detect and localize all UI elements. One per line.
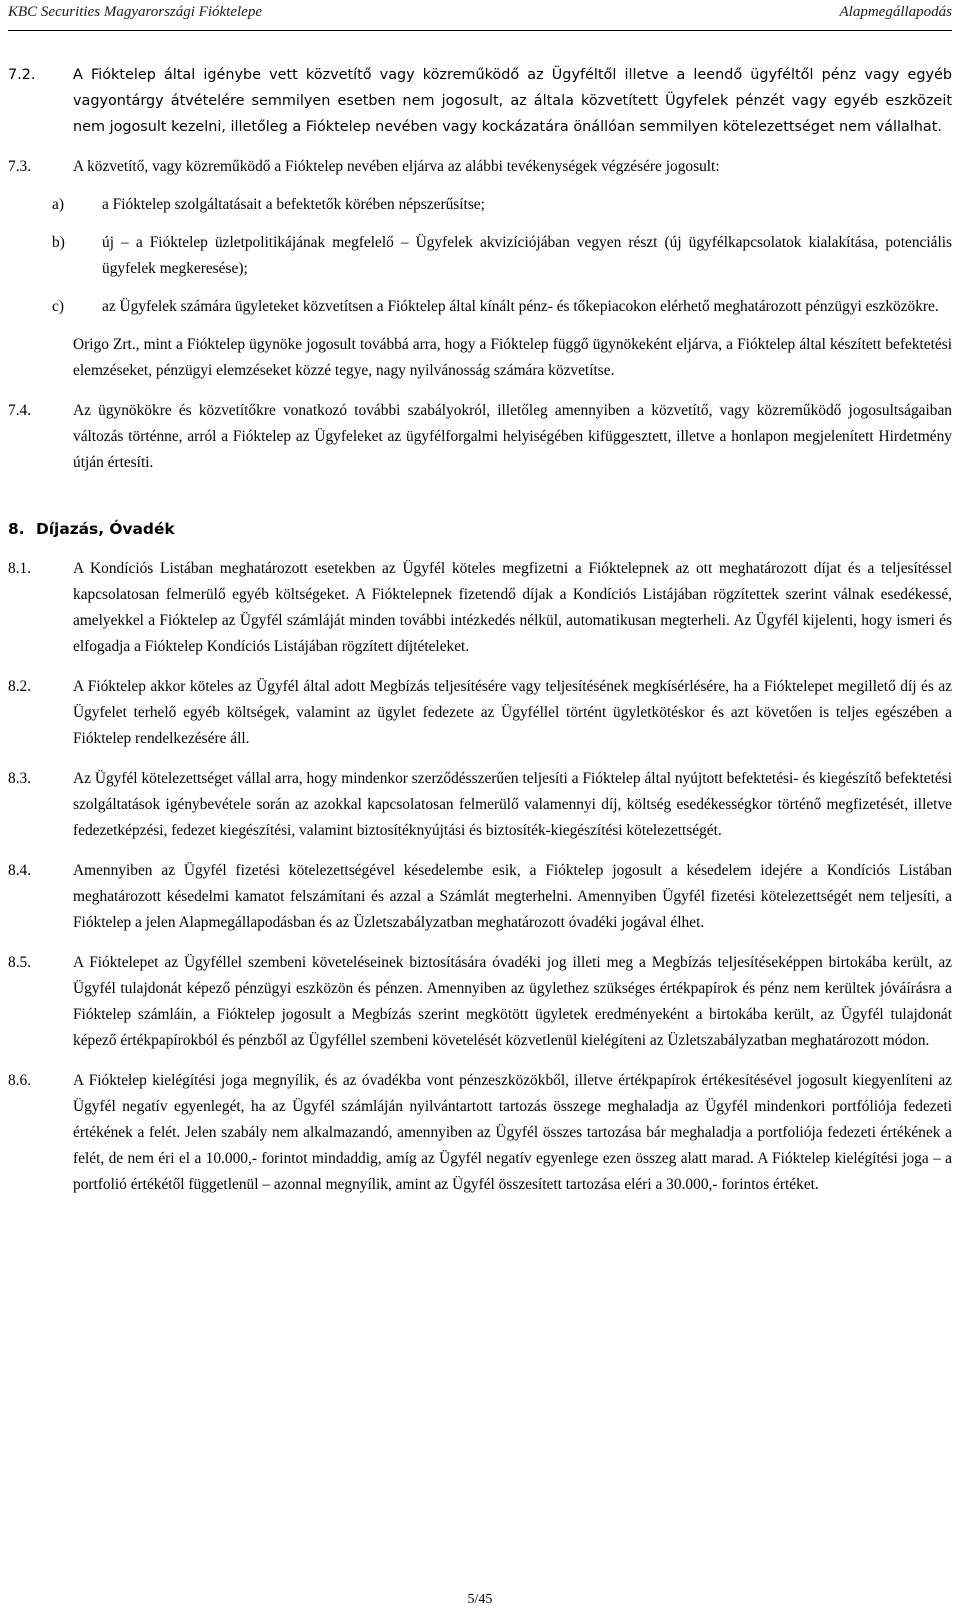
paragraph-number: 7.4. (8, 402, 32, 419)
paragraph-text: Amennyiben az Ügyfél fizetési kötelezettségével késedelembe esik, a Fióktelep jogosult a késedelem idejére a Kondíciós Listában meghatározott késedelmi kamatot felszámítani és azzal a Számlát megterhelni. Amennyiben Ügyfél fizetési kötelezettségét nem teljesíti, a Fióktelep a jelen Alapmegállapodásban és az Üzletszabályzatban meghatározott óvadéki jogával élhet. (73, 862, 952, 931)
paragraph-number: 8.2. (8, 678, 32, 695)
paragraph-7-4 (8, 398, 952, 476)
paragraph-number: 7.2. (8, 67, 36, 83)
paragraph-text: A közvetítő, vagy közreműködő a Fióktelep nevében eljárva az alábbi tevékenységek végzésére jogosult: (73, 158, 720, 175)
paragraph-7-3 (8, 154, 952, 180)
paragraph-8-4 (8, 858, 952, 936)
section-number: 8. (8, 520, 25, 538)
list-item-text: az Ügyfelek számára ügyleteket közvetítsen a Fióktelep által kínált pénz- és tőkepiacokon elérhető meghatározott pénzügyi eszközökre. (102, 298, 939, 315)
list-item-label: c) (52, 298, 64, 315)
header-company: KBC Securities Magyarországi Fióktelepe (8, 4, 262, 20)
list-item-text: új – a Fióktelep üzletpolitikájának megfelelő – Ügyfelek akvizíciójában vegyen részt (új ügyfélkapcsolatok kialakítása, potenciális ügyfelek megkeresése); (102, 234, 952, 277)
list-item-c (8, 294, 952, 320)
list-item-label: a) (52, 196, 64, 213)
section-heading (8, 520, 952, 538)
paragraph-8-6 (8, 1068, 952, 1198)
list-item-text: a Fióktelep szolgáltatásait a befektetők körében népszerűsítse; (102, 196, 485, 213)
paragraph-8-3 (8, 766, 952, 844)
paragraph-text: A Fióktelep által igénybe vett közvetítő vagy közreműködő az Ügyféltől illetve a leendő ügyféltől pénz vagy egyéb vagyontárgy átvételére semmilyen esetben nem jogosult, az általa közvetített Ügyfelek pénzét vagy egyéb eszközeit nem jogosult kezelni, illetőleg a Fióktelep nevében vagy kockázatára önállóan semmilyen kötelezettséget nem vállalhat. (73, 67, 952, 135)
list-item-a (8, 192, 952, 218)
list-item-label: b) (52, 234, 65, 251)
header-rule (8, 30, 952, 31)
paragraph-8-1 (8, 556, 952, 660)
paragraph-7-3-note: Origo Zrt., mint a Fióktelep ügynöke jogosult továbbá arra, hogy a Fióktelep függő ügynökeként eljárva, a Fióktelep által készített befektetési elemzéseket, pénzügyi elemzéseket közzé tegye, nagy nyilvánosság számára közvetítse. (73, 336, 952, 379)
paragraph-text: A Fióktelepet az Ügyféllel szembeni követeléseinek biztosítására óvadéki jog illeti meg a Megbízás teljesítéseképpen birtokába került, az Ügyfél tulajdonát képező pénzügyi eszközön és pénzen. Amennyiben az ügylethez szükséges értékpapírok és pénz nem kerültek jóváírásra a Fióktelep számláin, a Fióktelep jogosult a Megbízás szerint megkötött ügyletek eredményeként a birtokába került, az Ügyfél tulajdonát képező értékpapírokból és pénzből az Ügyféllel szembeni követelését közvetlenül kielégíteni az Üzletszabályzatban meghatározott módon. (73, 954, 952, 1049)
paragraph-8-2 (8, 674, 952, 752)
page-header (8, 4, 952, 21)
paragraph-number: 8.3. (8, 770, 32, 787)
paragraph-text: A Fióktelep akkor köteles az Ügyfél által adott Megbízás teljesítésére vagy teljesítésének megkísérlésére, ha a Fióktelepet megillető díj és az Ügyfelet terhelő egyéb költségek, valamint az ügylet fedezete az Ügyféllel történt ügyletkötéskor és azt követően is teljes egészében a Fióktelep rendelkezésére áll. (73, 678, 952, 747)
paragraph-text: Az ügynökökre és közvetítőkre vonatkozó további szabályokról, illetőleg amennyiben a közvetítő, vagy közreműködő jogosultságaiban változás történne, arról a Fióktelep az Ügyfeleket az ügyfélforgalmi helyiségében kifüggesztett, illetve a honlapon megjelenített Hirdetmény útján értesíti. (73, 402, 952, 471)
paragraph-text: A Kondíciós Listában meghatározott esetekben az Ügyfél köteles megfizetni a Fióktelepnek az ott meghatározott díjat és a teljesítéssel kapcsolatosan felmerülő egyéb költségeket. A Fióktelepnek fizetendő díjak a Kondíciós Listájában rögzítettek szerint válnak esedékessé, amelyekkel a Fióktelep az Ügyfél számláját minden további intézkedés nélkül, automatikusan megterheli. Az Ügyfél kijelenti, hogy ismeri és elfogadja a Fióktelep Kondíciós Listájában rögzített díjtételeket. (73, 560, 952, 655)
header-document-title: Alapmegállapodás (839, 4, 952, 20)
paragraph-number: 8.5. (8, 954, 32, 971)
page-number: 5/45 (467, 1592, 493, 1607)
list-item-b (8, 230, 952, 282)
paragraph-number: 8.4. (8, 862, 32, 879)
paragraph-number: 7.3. (8, 158, 32, 175)
paragraph-text: A Fióktelep kielégítési joga megnyílik, és az óvadékba vont pénzeszközökből, illetve értékpapírok értékesítésével jogosult kiegyenlíteni az Ügyfél negatív egyenlegét, ha az Ügyfél számláján nyilvántartott tartozás összege meghaladja az Ügyfél mindenkori portfóliója fedezeti értékének a felét. Jelen szabály nem alkalmazandó, amennyiben az Ügyfél összes tartozása bár meghaladja a portfoliója fedezeti értékének a felét, de nem éri el a 10.000,- forintot mindaddig, amíg az Ügyfél negatív egyenlege ezen összeg alatt marad. A Fióktelep kielégítési joga – a portfolió értékétől függetlenül – azonnal megnyílik, amint az Ügyfél összesített tartozása eléri a 30.000,- forintos értéket. (73, 1072, 952, 1193)
paragraph-number: 8.1. (8, 560, 32, 577)
page-content (8, 62, 952, 1212)
paragraph-7-2 (8, 62, 952, 140)
paragraph-number: 8.6. (8, 1072, 32, 1089)
paragraph-text: Az Ügyfél kötelezettséget vállal arra, hogy mindenkor szerződésszerűen teljesíti a Fióktelep által nyújtott befektetési- és kiegészítő befektetési szolgáltatások igénybevétele során az azokkal kapcsolatosan felmerülő valamennyi díj, költség esedékességkor történő megfizetését, illetve fedezetképzési, fedezet kiegészítési, valamint biztosítéknyújtási és biztosíték-kiegészítési kötelezettségét. (73, 770, 952, 839)
paragraph-8-5 (8, 950, 952, 1054)
section-title: Díjazás, Óvadék (36, 520, 175, 538)
